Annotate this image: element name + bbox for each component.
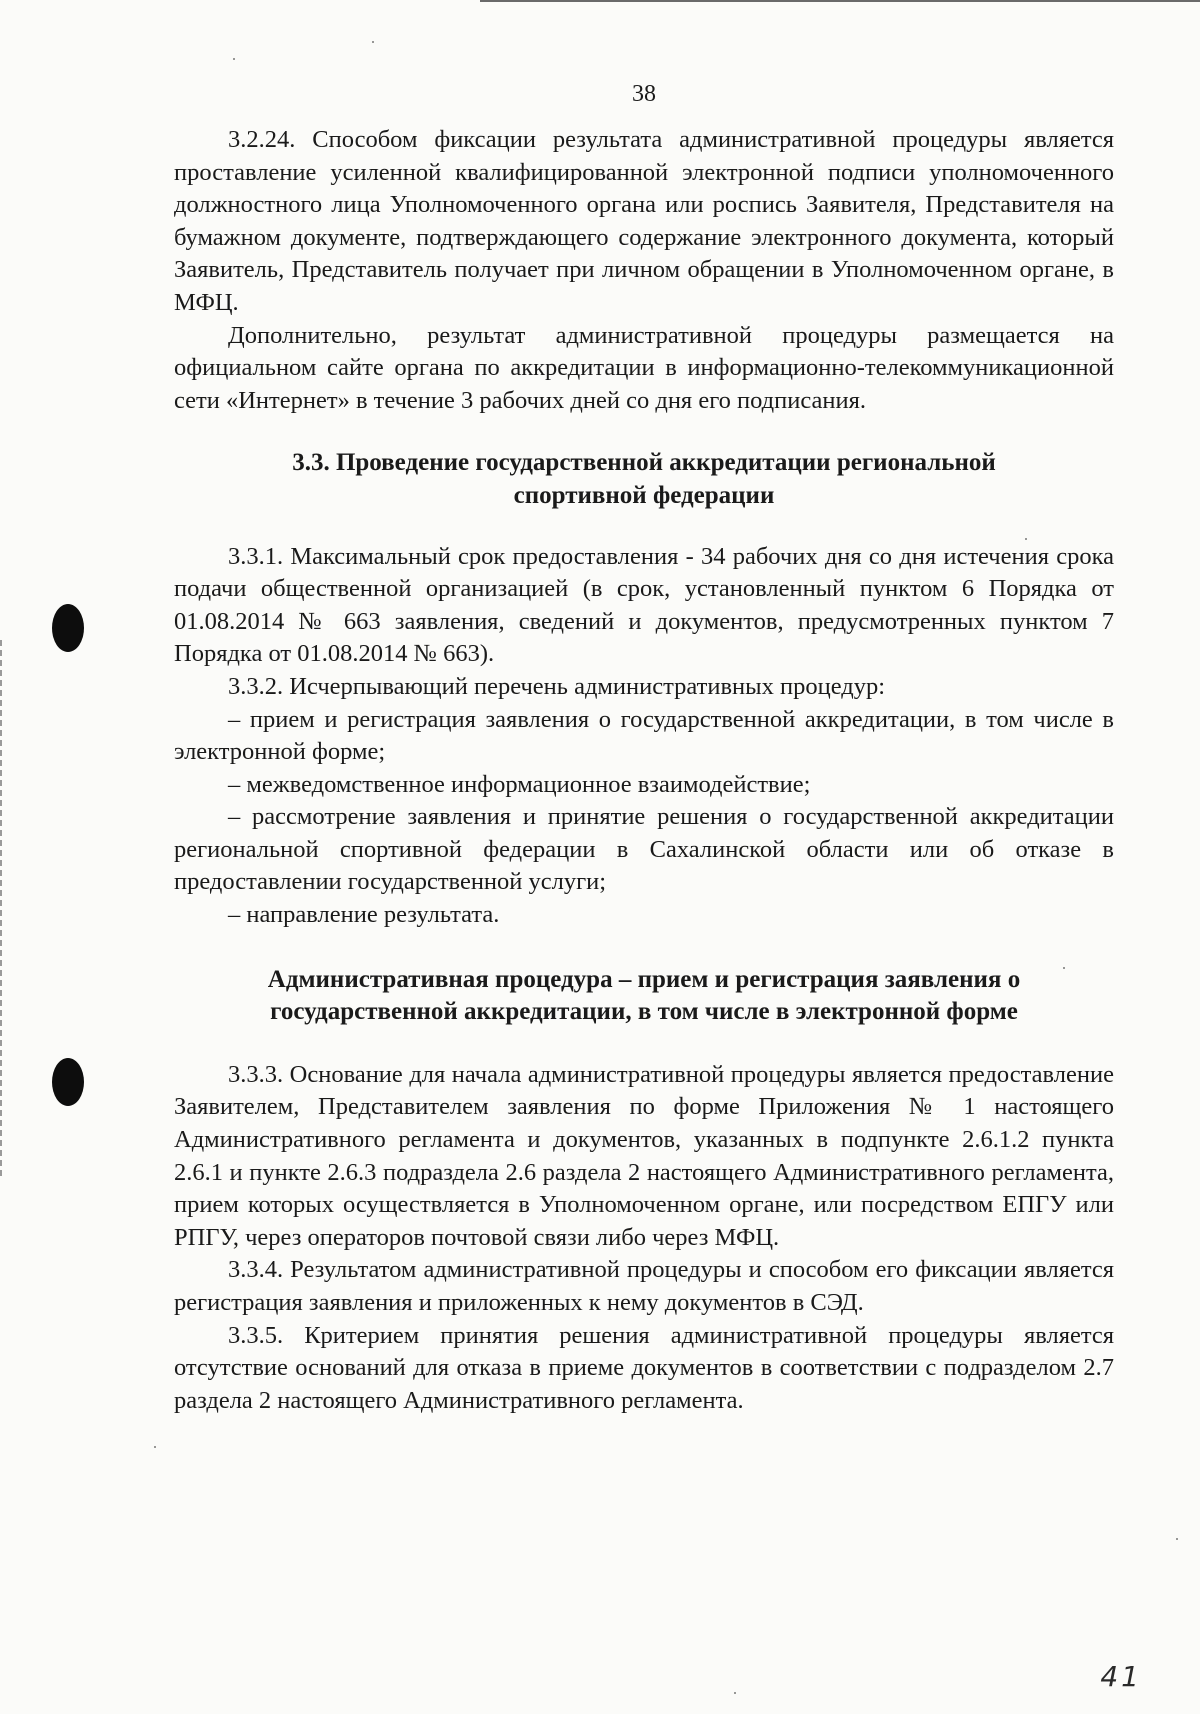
list-item: – направление результата. <box>228 901 500 929</box>
section-heading-procedure: Административная процедура – прием и регистрация заявления о государственной аккредитации, в том числе в электронной форме <box>267 965 1021 1026</box>
scan-top-rule <box>480 0 1200 2</box>
scan-speck <box>154 1446 156 1448</box>
paragraph-additional: Дополнительно, результат административной процедуры размещается на официальном сайте органа по аккредитации в информационно-телекоммуникационной сети «Интернет» в течение 3 рабочих дней со дня его подписания. <box>174 321 1114 414</box>
punch-hole <box>52 604 84 652</box>
paragraph-3-3-2: 3.3.2. Исчерпывающий перечень административных процедур: <box>228 672 886 700</box>
punch-hole <box>52 1058 84 1106</box>
section-heading-3-3: 3.3. Проведение государственной аккредитации региональной спортивной федерации <box>292 449 996 509</box>
paragraph-3-2-24: 3.2.24. Способом фиксации результата административной процедуры является проставление усиленной квалифицированной электронной подписи уполномоченного должностного лица Уполномоченного органа или роспись Заявителя, Представителя на бумажном документе, подтверждающего содержание электронного документа, который Заявитель, Представитель получает при личном обращении в Уполномоченном органе, в МФЦ. <box>174 126 1114 316</box>
paragraph-3-3-5: 3.3.5. Критерием принятия решения административной процедуры является отсутствие оснований для отказа в приеме документов в соответствии с подразделом 2.7 раздела 2 настоящего Административного регламента. <box>174 1321 1114 1414</box>
list-item: – межведомственное информационное взаимодействие; <box>228 770 811 798</box>
document-body <box>174 78 1114 1417</box>
scan-speck <box>734 1692 736 1694</box>
scan-speck <box>233 58 235 60</box>
paragraph-3-3-1: 3.3.1. Максимальный срок предоставления - 34 рабочих дня со дня истечения срока подачи общественной организацией (в срок, установленный пунктом 6 Порядка от 01.08.2014 № 663 заявления, сведений и документов, предусмотренных пунктом 7 Порядка от 01.08.2014 № 663). <box>174 542 1114 668</box>
scan-speck <box>1176 1538 1178 1540</box>
page-number: 38 <box>632 81 656 107</box>
list-item: – прием и регистрация заявления о государственной аккредитации, в том числе в электронной форме; <box>174 705 1114 766</box>
list-item: – рассмотрение заявления и принятие решения о государственной аккредитации региональной спортивной федерации в Сахалинской области или об отказе в предоставлении государственной услуги; <box>174 803 1114 896</box>
scan-left-edge <box>0 640 2 1180</box>
paragraph-3-3-4: 3.3.4. Результатом административной процедуры и способом его фиксации является регистрация заявления и приложенных к нему документов в СЭД. <box>174 1256 1114 1316</box>
scan-speck <box>372 41 374 43</box>
handwritten-page-note: 41 <box>1100 1660 1142 1693</box>
paragraph-3-3-3: 3.3.3. Основание для начала административной процедуры является предоставление Заявителем, Представителем заявления по форме Приложения № 1 настоящего Административного регламента и документов, указанных в подпункте 2.6.1.2 пункта 2.6.1 и пункте 2.6.3 подраздела 2.6 раздела 2 настоящего Административного регламента, прием которых осуществляется в Уполномоченном органе, или посредством ЕПГУ или РПГУ, через операторов почтовой связи либо через МФЦ. <box>174 1060 1114 1251</box>
